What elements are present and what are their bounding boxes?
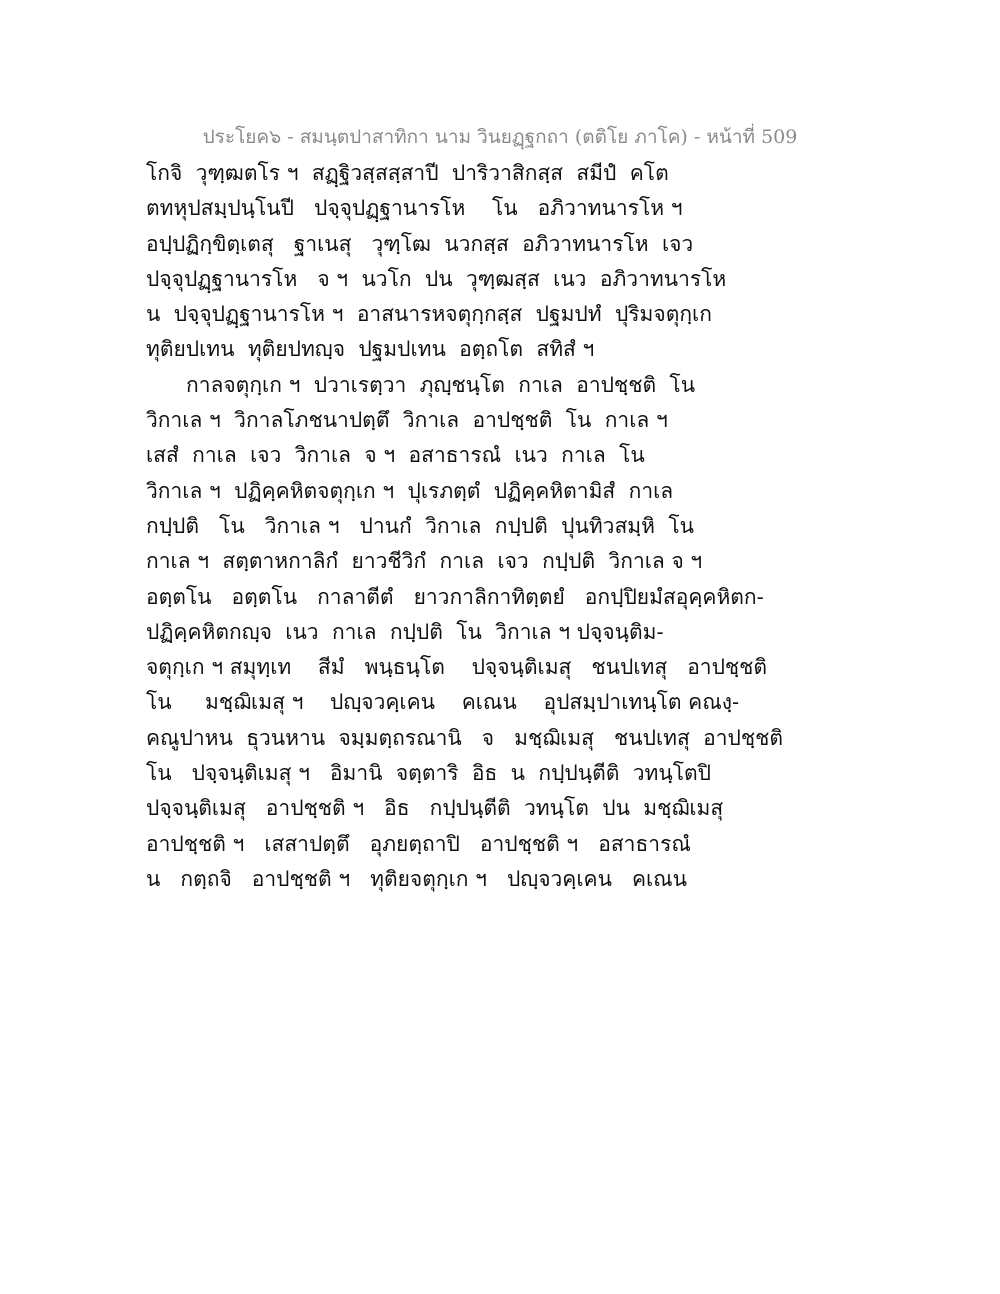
paragraph-first-line: กาลจตุกฺเก ฯ ปวาเรตฺวา ภุญฺชนฺโต กาเล อาปชฺชติ โน (186, 372, 696, 397)
text-line: จตุกฺเก ฯ สมุทฺเท สีมํ พนฺธนฺโต ปจฺจนฺติเมสุ ชนปเทสุ อาปชฺชติ (146, 655, 768, 680)
text-line: ตทหุปสมฺปนฺโนปี ปจฺจุปฏฺฐานารโห โน อภิวาทนารโห ฯ (146, 196, 683, 221)
text-line: โน มชฺฌิเมสุ ฯ ปญฺจวคฺเคน คเณน อุปสมฺปาเทนฺโต คณงฺ- (146, 690, 740, 715)
text-line: เสสํ กาเล เจว วิกาเล จ ฯ อสาธารณํ เนว กาเล โน (146, 443, 645, 468)
text-line: ทุติยปเทน ทุติยปทญฺจ ปฐมปเทน อตฺถโต สทิสํ ฯ (146, 337, 595, 362)
text-line: ปจฺจนฺติเมสุ อาปชฺชติ ฯ อิธ กปฺปนฺตีติ วทนฺโต ปน มชฺฌิเมสุ (146, 796, 724, 821)
text-line: โน ปจฺจนฺติเมสุ ฯ อิมานิ จตฺตาริ อิธ น กปฺปนฺตีติ วทนฺโตปิ (146, 761, 711, 786)
text-line: กาเล ฯ สตฺตาหกาลิกํ ยาวชีวิกํ กาเล เจว กปฺปติ วิกาเล จ ฯ (146, 549, 703, 574)
text-line: อาปชฺชติ ฯ เสสาปตฺตึ อุภยตฺถาปิ อาปชฺชติ ฯ อสาธารณํ (146, 831, 691, 856)
text-line: น กตฺถจิ อาปชฺชติ ฯ ทุติยจตุกฺเก ฯ ปญฺจวคฺเคน คเณน (146, 866, 688, 891)
text-line: วิกาเล ฯ วิกาลโภชนาปตฺตึ วิกาเล อาปชฺชติ โน กาเล ฯ (146, 408, 668, 433)
text-line: น ปจฺจุปฏฺฐานารโห ฯ อาสนารหจตุกฺกสฺส ปฐมปทํ ปุริมจตุกฺเก (146, 302, 712, 327)
text-line: ปจฺจุปฏฺฐานารโห จ ฯ นวโก ปน วุฑฺฒสฺส เนว อภิวาทนารโห (146, 266, 727, 291)
text-line: อปฺปฏิกฺขิตฺเตสุ ฐาเนสุ วุฑฺโฒ นวกสฺส อภิวาทนารโห เจว (146, 231, 694, 256)
text-line: วิกาเล ฯ ปฏิคฺคหิตจตุกฺเก ฯ ปุเรภตฺตํ ปฏิคฺคหิตามิสํ กาเล (146, 478, 674, 503)
text-line: อตฺตโน อตฺตโน กาลาตีตํ ยาวกาลิกาทิตฺตยํ อกปฺปิยมํสอุคฺคหิตก- (146, 584, 764, 609)
text-line: กปฺปติ โน วิกาเล ฯ ปานกํ วิกาเล กปฺปติ ปุนทิวสมฺหิ โน (146, 513, 694, 538)
text-line: ปฏิคฺคหิตกญฺจ เนว กาเล กปฺปติ โน วิกาเล ฯ ปจฺจนฺติม- (146, 619, 664, 644)
body-text (146, 156, 866, 897)
running-header: ประโยค๖ - สมนฺตปาสาทิกา นาม วินยฏฺฐกถา (ตติโย ภาโค) - หน้าที่ 509 (202, 126, 798, 148)
text-line: คณูปาหน ธุวนหาน จมฺมตฺถรณานิ จ มชฺฌิเมสุ ชนปเทสุ อาปชฺชติ (146, 725, 784, 750)
text-line: โกจิ วุฑฺฒตโร ฯ สฏฺฐิวสฺสสฺสาปี ปาริวาสิกสฺส สมีปํ คโต (146, 161, 669, 185)
